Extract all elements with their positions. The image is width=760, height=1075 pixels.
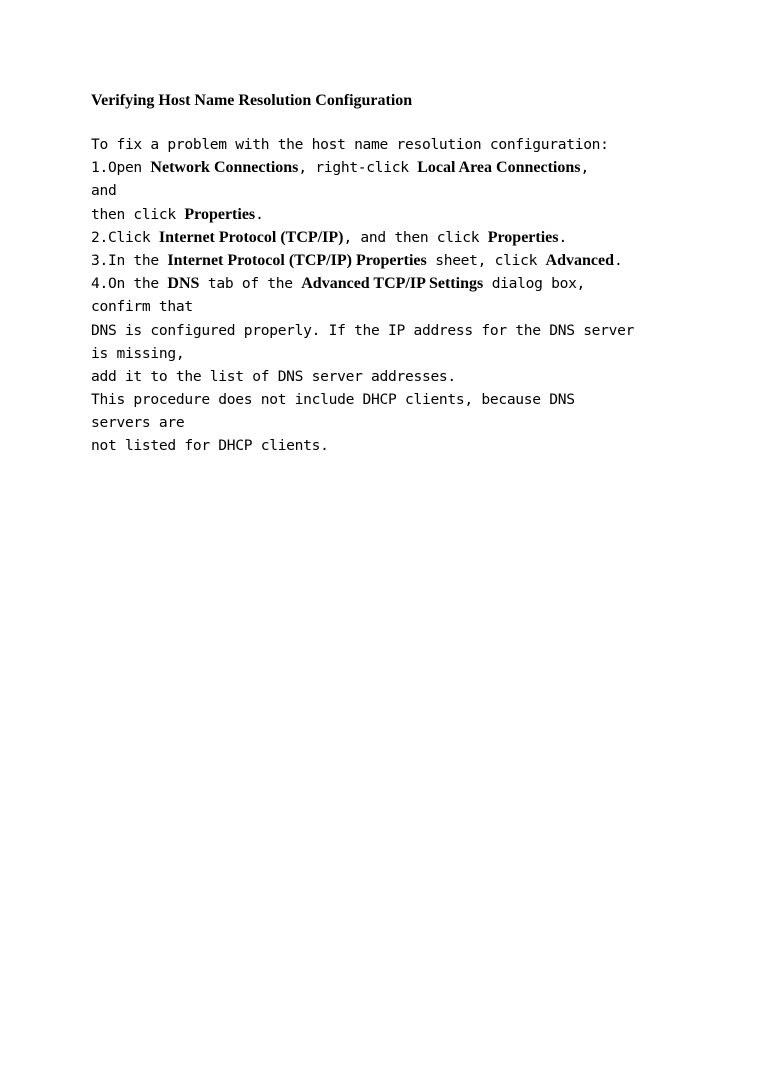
text-run: is missing, [91, 344, 185, 362]
text-line [91, 179, 731, 202]
bold-term: Internet Protocol (TCP/IP) Properties [167, 251, 427, 269]
text-run: . [614, 251, 623, 269]
text-line [91, 133, 731, 156]
text-run: sheet, click [426, 251, 546, 269]
text-line [91, 365, 731, 388]
bold-term: Properties [184, 205, 256, 223]
text-run: , and then click [343, 228, 488, 246]
text-run: and [91, 182, 117, 200]
text-run: dialog box, [483, 275, 586, 293]
text-run: DNS is configured properly. If the IP address for the DNS server [91, 321, 635, 339]
document-body [91, 133, 731, 458]
text-line [91, 342, 731, 365]
text-run: To fix a problem with the host name resolution configuration: [91, 136, 609, 153]
text-run: 2.Click [91, 228, 159, 246]
text-run: 1.Open [91, 159, 151, 177]
bold-term: Properties [487, 228, 559, 246]
text-line [91, 203, 731, 226]
text-line [91, 226, 731, 249]
text-line [91, 249, 731, 272]
text-run: 4.On the [91, 275, 168, 293]
text-line [91, 388, 731, 411]
text-run: not listed for DHCP clients. [91, 437, 329, 455]
bold-term: Internet Protocol (TCP/IP) [158, 228, 344, 246]
text-run: servers are [91, 414, 185, 432]
document-heading: Verifying Host Name Resolution Configuration [91, 92, 413, 109]
bold-term: Network Connections [150, 159, 299, 177]
text-line [91, 295, 731, 318]
text-line [91, 411, 731, 434]
text-run: then click [91, 205, 185, 223]
text-line [91, 156, 731, 179]
bold-term: Advanced [545, 251, 614, 269]
text-run: 3.In the [91, 251, 168, 269]
text-run: This procedure does not include DHCP clients, because DNS [91, 391, 575, 409]
text-line [91, 434, 731, 457]
text-run: . [255, 205, 264, 223]
bold-term: Advanced TCP/IP Settings [301, 275, 484, 293]
text-line [91, 319, 731, 342]
text-run: tab of the [199, 275, 302, 293]
text-run: confirm that [91, 298, 193, 316]
text-run: . [558, 228, 567, 246]
bold-term: DNS [167, 275, 200, 293]
text-run: add it to the list of DNS server addresses. [91, 367, 456, 385]
text-line [91, 272, 731, 295]
text-run: , [580, 159, 589, 177]
bold-term: Local Area Connections [417, 159, 581, 177]
text-run: , right-click [298, 159, 418, 177]
